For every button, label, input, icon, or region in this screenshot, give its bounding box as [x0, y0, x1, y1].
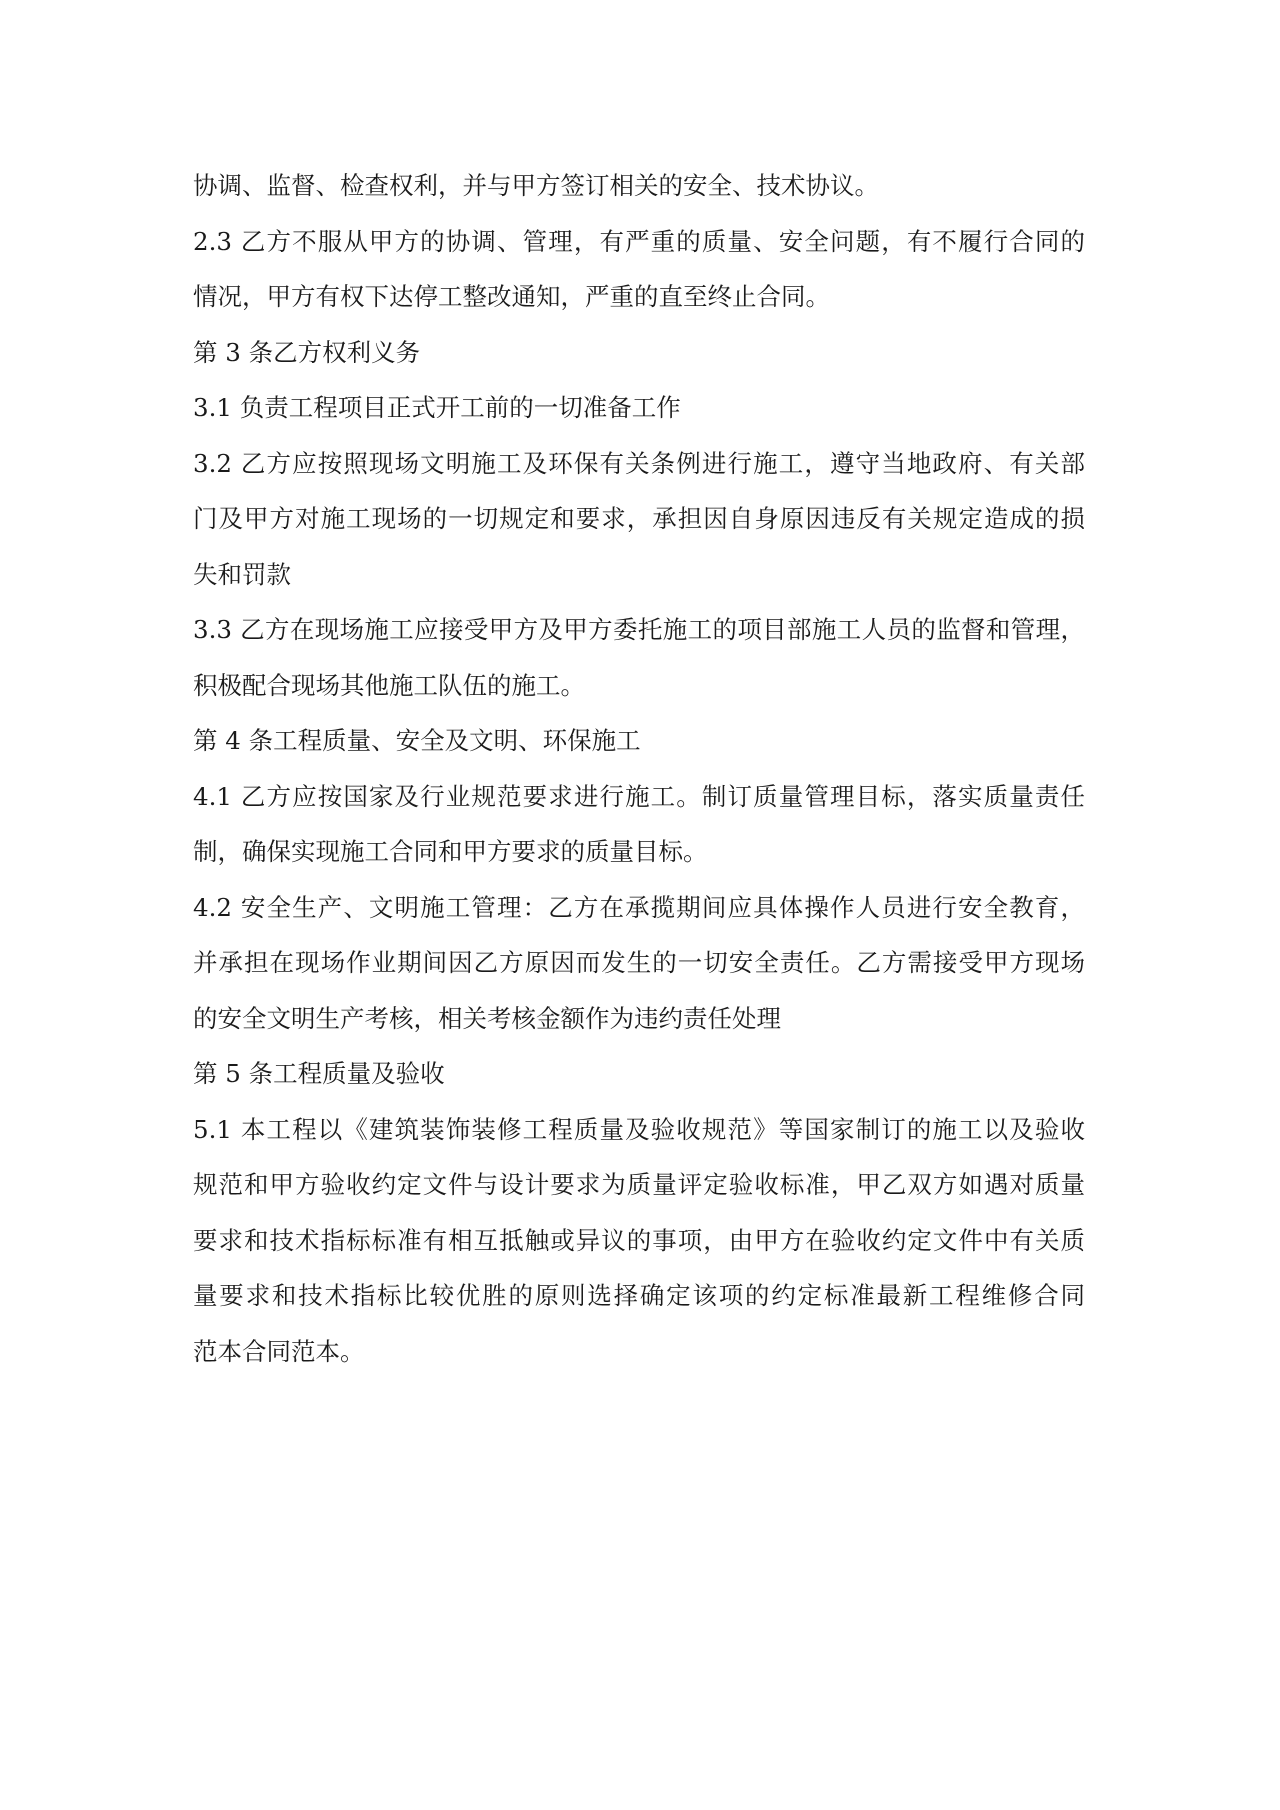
- text-line: 3.2 乙方应按照现场文明施工及环保有关条例进行施工，遵守当地政府、有关部: [193, 448, 1085, 478]
- text-line: 4.1 乙方应按国家及行业规范要求进行施工。制订质量管理目标，落实质量责任: [193, 781, 1085, 811]
- text-line: 第 3 条乙方权利义务: [193, 337, 421, 367]
- contract-text-block: [193, 158, 1085, 1379]
- text-line: 第 4 条工程质量、安全及文明、环保施工: [193, 726, 641, 755]
- text-line: 协调、监督、检查权利，并与甲方签订相关的安全、技术协议。: [193, 171, 879, 200]
- text-line: 失和罚款: [193, 559, 291, 589]
- text-line: 规范和甲方验收约定文件与设计要求为质量评定验收标准，甲乙双方如遇对质量: [193, 1170, 1085, 1199]
- text-line: 情况，甲方有权下达停工整改通知，严重的直至终止合同。: [193, 282, 830, 311]
- text-line: 并承担在现场作业期间因乙方原因而发生的一切安全责任。乙方需接受甲方现场: [193, 948, 1085, 977]
- text-line: 3.1 负责工程项目正式开工前的一切准备工作: [193, 393, 681, 422]
- text-line: 要求和技术指标标准有相互抵触或异议的事项，由甲方在验收约定文件中有关质: [193, 1225, 1085, 1255]
- text-line: 第 5 条工程质量及验收: [193, 1059, 445, 1088]
- text-line: 4.2 安全生产、文明施工管理：乙方在承揽期间应具体操作人员进行安全教育，: [193, 892, 1085, 922]
- text-line: 积极配合现场其他施工队伍的施工。: [193, 670, 585, 700]
- text-line: 的安全文明生产考核，相关考核金额作为违约责任处理: [193, 1003, 781, 1033]
- text-line: 制，确保实现施工合同和甲方要求的质量目标。: [193, 837, 708, 866]
- text-line: 量要求和技术指标比较优胜的原则选择确定该项的约定标准最新工程维修合同: [193, 1281, 1085, 1310]
- text-line: 2.3 乙方不服从甲方的协调、管理，有严重的质量、安全问题，有不履行合同的: [193, 226, 1085, 256]
- text-line: 3.3 乙方在现场施工应接受甲方及甲方委托施工的项目部施工人员的监督和管理，: [193, 615, 1085, 644]
- text-line: 门及甲方对施工现场的一切规定和要求，承担因自身原因违反有关规定造成的损: [193, 504, 1085, 533]
- text-line: 5.1 本工程以《建筑装饰装修工程质量及验收规范》等国家制订的施工以及验收: [193, 1114, 1085, 1144]
- text-line: 范本合同范本。: [193, 1336, 365, 1366]
